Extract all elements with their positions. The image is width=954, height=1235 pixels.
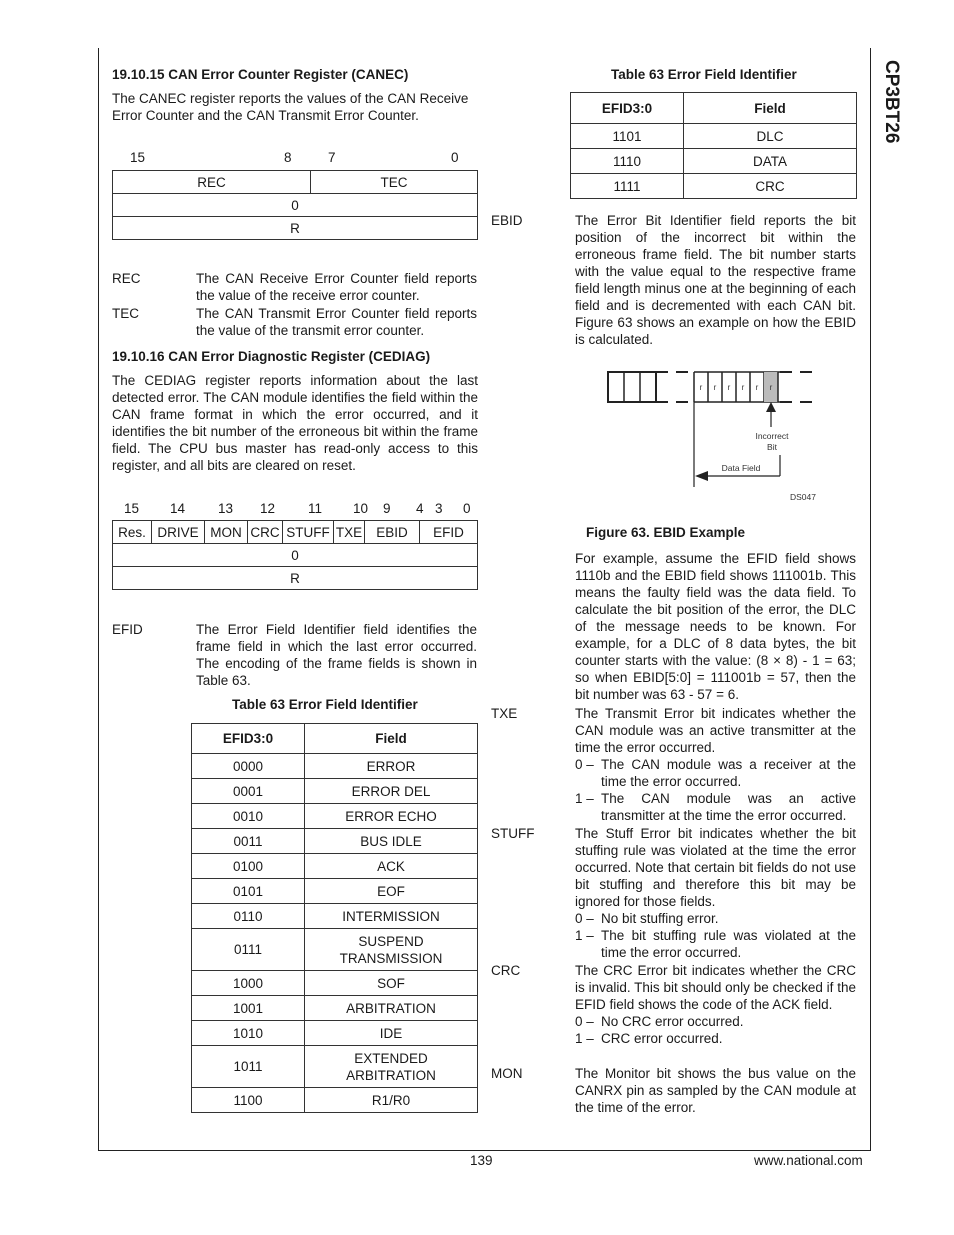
table63: [191, 723, 478, 1113]
cediag-field-ebid: EBID: [365, 521, 420, 544]
canec-field-rec: REC: [113, 171, 311, 194]
table-cell-code: 1000: [192, 971, 305, 996]
figure-caption: Figure 63. EBID Example: [586, 525, 746, 540]
list-item-number: 1 –: [575, 1031, 594, 1046]
table-cell-field: BUS IDLE: [305, 829, 478, 854]
table-cell-code: 0100: [192, 854, 305, 879]
cediag-field-txe: TXE: [334, 521, 365, 544]
def-body-mon: The Monitor bit shows the bus value on the CANRX pin as sampled by the CAN module at the time of the error.: [575, 1066, 856, 1115]
table-cell-code: 1001: [192, 996, 305, 1021]
def-body-stuff: [575, 825, 856, 961]
table63-continued: [570, 92, 857, 199]
table-cell-field: DLC: [684, 124, 857, 149]
list-item-number: 0 –: [575, 757, 594, 772]
table-cell-code: 0111: [192, 929, 305, 971]
table-cell-field: ERROR: [305, 754, 478, 779]
cediag-bit-3: 3: [435, 501, 443, 516]
cediag-bit-11: 11: [308, 501, 323, 516]
canec-reset-value: 0: [113, 194, 478, 217]
table-cell-field: [305, 1046, 478, 1088]
list-item-text: The CAN module was a receiver at the time the error occurred.: [601, 757, 856, 789]
def-term-tec: TEC: [112, 306, 139, 321]
cediag-bit-9: 9: [383, 501, 391, 516]
table-cell-field-line1: EXTENDED: [354, 1050, 428, 1066]
footer-url: www.national.com: [754, 1153, 863, 1168]
list-item: [575, 790, 856, 824]
table-cell-field-line1: SUSPEND: [358, 933, 424, 949]
cediag-access: R: [113, 567, 478, 590]
table-cell-code: 1110: [571, 149, 684, 174]
table-cell-field: ERROR DEL: [305, 779, 478, 804]
table-cell-field: [305, 929, 478, 971]
table-cell-field: INTERMISSION: [305, 904, 478, 929]
cediag-field-efid: EFID: [420, 521, 478, 544]
list-item-number: 0 –: [575, 1014, 594, 1029]
txe-description: The Transmit Error bit indicates whether the CAN module was an active transmitter at the time the error occurred.: [575, 706, 856, 755]
cediag-bit-4: 4: [416, 501, 424, 516]
list-item-text: No bit stuffing error.: [601, 911, 719, 926]
cediag-field-res: Res.: [113, 521, 152, 544]
cediag-field-crc: CRC: [248, 521, 283, 544]
def-term-efid: EFID: [112, 622, 143, 637]
cediag-bit-10: 10: [353, 501, 369, 516]
ebid-example-text: For example, assume the EFID field shows 1110b and the EBID field shows 111001b. This means the faulty field was the data field. To calculate the bit position of the error, the DLC of the message needs to be known. For example, for a DLC of 8 data bytes, the bit counter starts with the value: (8 × 8) - 1 = 63; so when EBID[5:0] = 111001b = 57, then the bit number was 63 - 57 = 6.: [575, 551, 856, 702]
def-body-rec: The CAN Receive Error Counter field reports the value of the receive error counter.: [196, 271, 477, 303]
cediag-bit-0: 0: [463, 501, 471, 516]
canec-bit-0: 0: [451, 150, 459, 165]
list-item-number: 0 –: [575, 911, 594, 926]
bit-label: r: [713, 383, 717, 392]
canec-register-table: [112, 170, 478, 240]
cediag-bit-15: 15: [124, 501, 140, 516]
def-body-efid: The Error Field Identifier field identifies the frame field in which the last error occurred. The encoding of the frame fields is shown in Table 63.: [196, 622, 477, 688]
cediag-heading: 19.10.16 CAN Error Diagnostic Register (CEDIAG): [112, 349, 431, 364]
stuff-description: The Stuff Error bit indicates whether the bit stuffing rule was violated at the time the error occurred. Note that certain bit fields do not use bit stuffing and therefore this bit may be ignored for those fields.: [575, 826, 856, 909]
table-cell-field: DATA: [684, 149, 857, 174]
def-body-ebid: The Error Bit Identifier field reports the bit position of the incorrect bit within the erroneous frame field. The bit number starts with the value equal to the respective frame field length minus one at the beginning of each field and is decremented with each CAN bit. Figure 63 shows an example on how the EBID is calculated.: [575, 213, 856, 347]
bit-label: r: [755, 383, 759, 392]
table-cell-field: ACK: [305, 854, 478, 879]
canec-bit-15: 15: [130, 150, 146, 165]
table63b-caption: Table 63 Error Field Identifier: [611, 67, 797, 82]
list-item: [575, 1030, 856, 1047]
canec-field-tec: TEC: [311, 171, 478, 194]
table63-header-code: EFID3:0: [192, 724, 305, 754]
list-item-number: 1 –: [575, 928, 594, 943]
table-cell-code: 0010: [192, 804, 305, 829]
def-term-txe: TXE: [491, 706, 518, 721]
def-body-tec: The CAN Transmit Error Counter field reports the value of the transmit error counter.: [196, 306, 477, 338]
list-item-text: The CAN module was an active transmitter at the time the error occurred.: [601, 791, 856, 823]
table-cell-field-line2: TRANSMISSION: [339, 950, 443, 966]
canec-heading: 19.10.15 CAN Error Counter Register (CANEC): [112, 67, 409, 82]
list-item-text: No CRC error occurred.: [601, 1014, 744, 1029]
table-cell-code: 0000: [192, 754, 305, 779]
def-body-crc: [575, 962, 856, 1047]
table-cell-code: 1010: [192, 1021, 305, 1046]
list-item: [575, 756, 856, 790]
table-cell-field: R1/R0: [305, 1088, 478, 1113]
figure-ref-code: DS047: [790, 492, 816, 502]
side-title-text: CP3BT26: [881, 60, 902, 144]
list-item: [575, 910, 856, 927]
canec-bit-7: 7: [328, 150, 336, 165]
cediag-field-stuff: STUFF: [283, 521, 334, 544]
def-term-mon: MON: [491, 1066, 523, 1081]
cediag-intro: The CEDIAG register reports information about the last detected error. The CAN module identifies the field within the CAN frame format in which the error occurred, and it identifies the bit number of the erroneous bit within the frame field. The CPU bus master has read-only access to this register, and all bits are cleared on reset.: [112, 373, 478, 473]
table-cell-field: SOF: [305, 971, 478, 996]
cediag-bit-12: 12: [260, 501, 276, 516]
table-cell-code: 0011: [192, 829, 305, 854]
incorrect-bit-label-1: Incorrect: [755, 431, 789, 441]
table-cell-code: 1111: [571, 174, 684, 199]
crc-description: The CRC Error bit indicates whether the CRC is invalid. This bit should only be checked if the EFID field shows the code of the ACK field.: [575, 963, 856, 1012]
def-term-crc: CRC: [491, 963, 521, 978]
table-cell-code: 0001: [192, 779, 305, 804]
side-title: [868, 60, 912, 170]
bit-label: r: [741, 383, 745, 392]
bit-label: r: [699, 383, 703, 392]
cediag-section: [112, 348, 478, 474]
cediag-bit-14: 14: [170, 501, 186, 516]
cediag-register-table: [112, 520, 478, 590]
canec-section: [112, 66, 478, 124]
canec-access: R: [113, 217, 478, 240]
ebid-figure: [600, 365, 830, 505]
table-cell-code: 0101: [192, 879, 305, 904]
canec-intro: The CANEC register reports the values of the CAN Receive Error Counter and the CAN Transmit Error Counter.: [112, 91, 469, 123]
table-cell-code: 1100: [192, 1088, 305, 1113]
def-term-stuff: STUFF: [491, 826, 535, 841]
canec-bit-8: 8: [284, 150, 292, 165]
table-cell-field: ERROR ECHO: [305, 804, 478, 829]
cediag-field-drive: DRIVE: [152, 521, 205, 544]
table-cell-field: EOF: [305, 879, 478, 904]
arrow-head-up: [766, 402, 776, 412]
table-cell-field-line2: ARBITRATION: [346, 1067, 436, 1083]
list-item-number: 1 –: [575, 791, 594, 806]
table63b-header-field: Field: [684, 93, 857, 124]
list-item: [575, 1013, 856, 1030]
table63-caption: Table 63 Error Field Identifier: [232, 697, 418, 712]
table-cell-code: 1011: [192, 1046, 305, 1088]
table-cell-code: 1101: [571, 124, 684, 149]
list-item-text: The bit stuffing rule was violated at the time the error occurred.: [601, 928, 856, 960]
data-field-label: Data Field: [721, 463, 761, 473]
table-cell-field: ARBITRATION: [305, 996, 478, 1021]
table-cell-field: CRC: [684, 174, 857, 199]
cediag-reset-value: 0: [113, 544, 478, 567]
table63-header-field: Field: [305, 724, 478, 754]
def-term-rec: REC: [112, 271, 141, 286]
cediag-field-mon: MON: [205, 521, 248, 544]
cediag-bit-13: 13: [218, 501, 234, 516]
table63b-header-code: EFID3:0: [571, 93, 684, 124]
table-cell-field: IDE: [305, 1021, 478, 1046]
bit-label: r: [769, 383, 773, 392]
bit-label: r: [727, 383, 731, 392]
def-body-txe: [575, 705, 856, 824]
incorrect-bit-label-2: Bit: [767, 442, 777, 452]
arrow-head-left: [695, 471, 708, 481]
def-term-ebid: EBID: [491, 213, 523, 228]
page-number: 139: [470, 1153, 493, 1168]
list-item-text: CRC error occurred.: [601, 1031, 723, 1046]
table-cell-code: 0110: [192, 904, 305, 929]
list-item: [575, 927, 856, 961]
figure-frame-block: [608, 372, 656, 402]
